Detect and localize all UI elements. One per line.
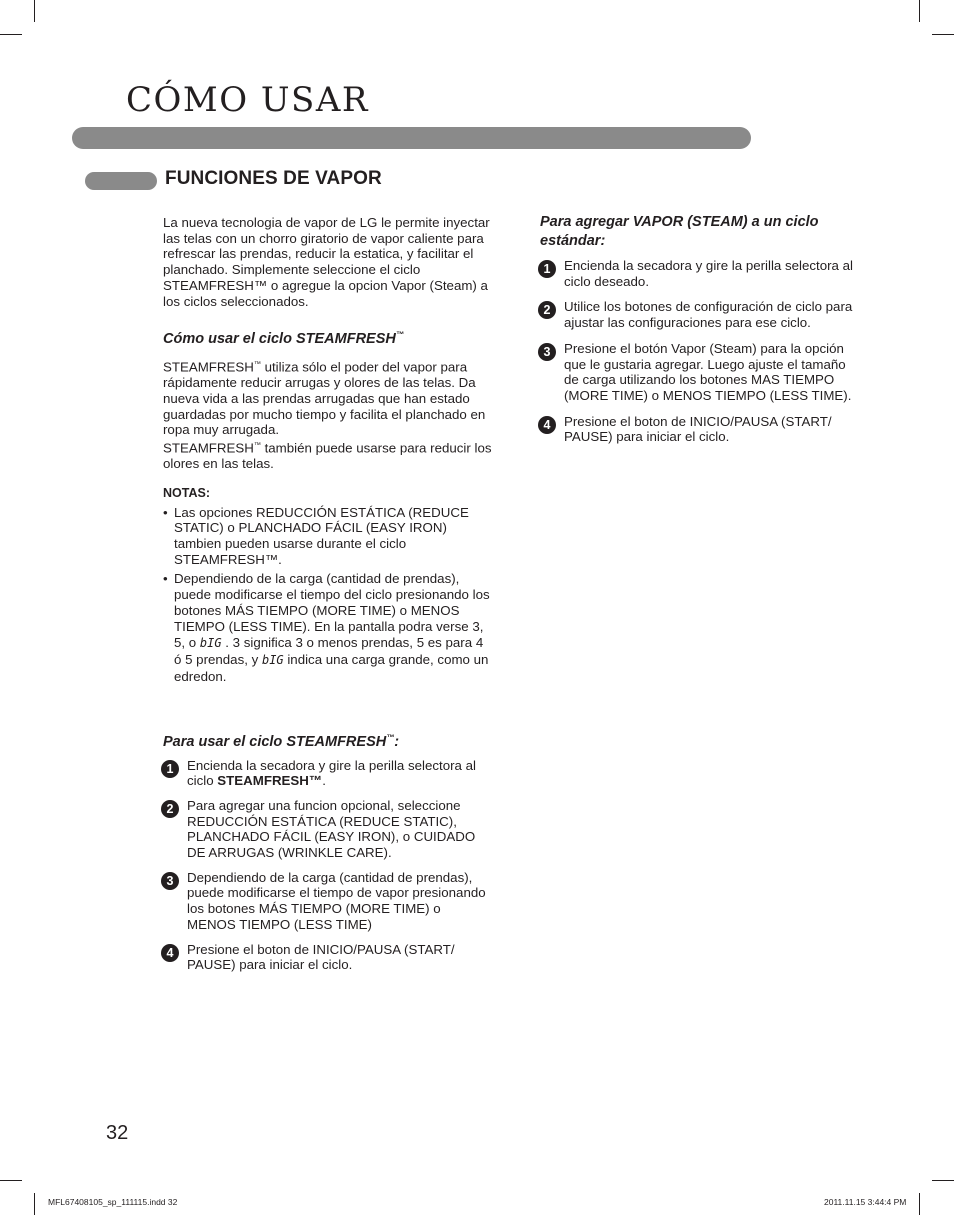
left-column: [163, 215, 493, 982]
note-text: indica una carga grande, como un edredon.: [174, 651, 489, 684]
intro-paragraph: La nueva tecnologia de vapor de LG le permite inyectar las telas con un chorro giratorio de vapor caliente para refrescar las prendas, reducir la estatica, y facilitar el planchado. Simplemente seleccione el ciclo STEAMFRESH™ o agregue la opcion Vapor (Steam) a los ciclos seleccionados.: [163, 215, 490, 309]
step-number-badge: 4: [538, 416, 556, 434]
use-subheading: [163, 729, 493, 751]
step-number-badge: 3: [161, 872, 179, 890]
right-column: [540, 213, 860, 454]
step-text: Presione el boton de INICIO/PAUSA (START/ PAUSE) para iniciar el ciclo.: [187, 941, 455, 973]
notes-heading: NOTAS:: [163, 485, 210, 500]
crop-mark: [34, 1193, 35, 1215]
how-text-4: también puede usarse para reducir los olores en las telas.: [163, 440, 492, 472]
step-item: [163, 870, 493, 933]
step-text: Para agregar una funcion opcional, seleccione REDUCCIÓN ESTÁTICA (REDUCE STATIC), PLANCHADO FÁCIL (EASY IRON), o CUIDADO DE ARRUGAS (WRINKLE CARE).: [187, 797, 476, 861]
crop-mark: [919, 1193, 920, 1215]
trademark: ™: [253, 361, 261, 369]
how-text-1: STEAMFRESH: [163, 359, 254, 375]
step-text: Dependiendo de la carga (cantidad de prendas), puede modificarse el tiempo de vapor presionando los botones MÁS TIEMPO (MORE TIME) o MENOS TIEMPO (LESS TIME): [187, 869, 486, 932]
note-text: . 3 significa 3 o menos prendas, 5 es para 4 ó 5 prendas, y: [174, 634, 484, 667]
step-number-badge: 2: [538, 301, 556, 319]
trademark: ™: [386, 732, 395, 742]
how-text-3: STEAMFRESH: [163, 440, 254, 456]
how-subheading-text: Cómo usar el ciclo STEAMFRESH: [163, 331, 396, 348]
big-display-glyph: bIG: [261, 652, 284, 667]
step-item: [540, 414, 860, 445]
note-item: [163, 505, 493, 568]
trademark: ™: [253, 441, 261, 449]
page-title: CÓMO USAR: [126, 80, 369, 120]
crop-mark: [0, 34, 22, 35]
step-item: [163, 798, 493, 861]
crop-mark: [919, 0, 920, 22]
step-number-badge: 2: [161, 800, 179, 818]
section-title: FUNCIONES DE VAPOR: [165, 168, 382, 189]
use-steps: [163, 758, 493, 973]
crop-mark: [932, 1180, 954, 1181]
step-number-badge: 4: [161, 944, 179, 962]
add-steam-subheading: Para agregar VAPOR (STEAM) a un ciclo estándar:: [540, 214, 819, 249]
notes-list: [163, 505, 493, 685]
step-bold-text: STEAMFRESH™: [217, 773, 323, 789]
step-text: Utilice los botones de configuración de ciclo para ajustar las configuraciones para ese ciclo.: [564, 299, 853, 331]
step-item: [540, 258, 860, 289]
add-steam-steps: [540, 258, 860, 445]
footer-file: MFL67408105_sp_111115.indd 32: [48, 1197, 178, 1207]
bullet: •: [163, 571, 168, 587]
crop-mark: [34, 0, 35, 22]
step-item: [540, 341, 860, 404]
step-text: Presione el boton de INICIO/PAUSA (START/ PAUSE) para iniciar el ciclo.: [564, 413, 832, 445]
crop-mark: [932, 34, 954, 35]
note-text: Dependiendo de la carga (cantidad de prendas), puede modificarse el tiempo del ciclo presionando los botones MÁS TIEMPO (MORE TIME) o MENOS TIEMPO (LESS TIME). En la pantalla podra verse 3, 5, o: [174, 571, 490, 650]
step-item: [163, 942, 493, 973]
how-text-2: utiliza sólo el poder del vapor para rápidamente reducir arrugas y olores de las telas. Da nueva vida a las prendas arrugadas que han estado guardadas por mucho tiempo y facilita el planchado en ropa muy arrugada.: [163, 359, 486, 438]
crop-mark: [0, 1180, 22, 1181]
step-number-badge: 1: [161, 760, 179, 778]
section-pill: [85, 172, 157, 190]
how-subheading: [163, 326, 493, 348]
step-item: [163, 758, 493, 789]
use-subheading-colon: :: [394, 733, 400, 750]
title-bar: [72, 127, 751, 149]
note-text: Las opciones REDUCCIÓN ESTÁTICA (REDUCE STATIC) o PLANCHADO FÁCIL (EASY IRON) tambien pueden usarse durante el ciclo STEAMFRESH™.: [174, 504, 469, 567]
trademark: ™: [395, 330, 404, 340]
step-item: [540, 299, 860, 330]
step-text: Encienda la secadora y gire la perilla selectora al ciclo deseado.: [564, 258, 853, 289]
note-item: [163, 571, 493, 684]
bullet: •: [163, 504, 168, 520]
use-subheading-text: Para usar el ciclo STEAMFRESH: [163, 733, 387, 750]
footer-timestamp: 2011.11.15 3:44:4 PM: [824, 1197, 907, 1207]
page-number: 32: [106, 1122, 129, 1144]
step-text-end: .: [322, 773, 326, 789]
step-number-badge: 1: [538, 260, 556, 278]
step-text: Encienda la secadora y gire la perilla selectora al ciclo: [187, 757, 476, 789]
how-paragraph: [163, 357, 493, 472]
step-text: Presione el botón Vapor (Steam) para la opción que le gustaria agregar. Luego ajuste el tamaño de carga utilizando los botones MAS TIEMPO (MORE TIME) o MENOS TIEMPO (LESS TIME).: [564, 340, 852, 403]
big-display-glyph: bIG: [199, 635, 222, 650]
step-number-badge: 3: [538, 343, 556, 361]
